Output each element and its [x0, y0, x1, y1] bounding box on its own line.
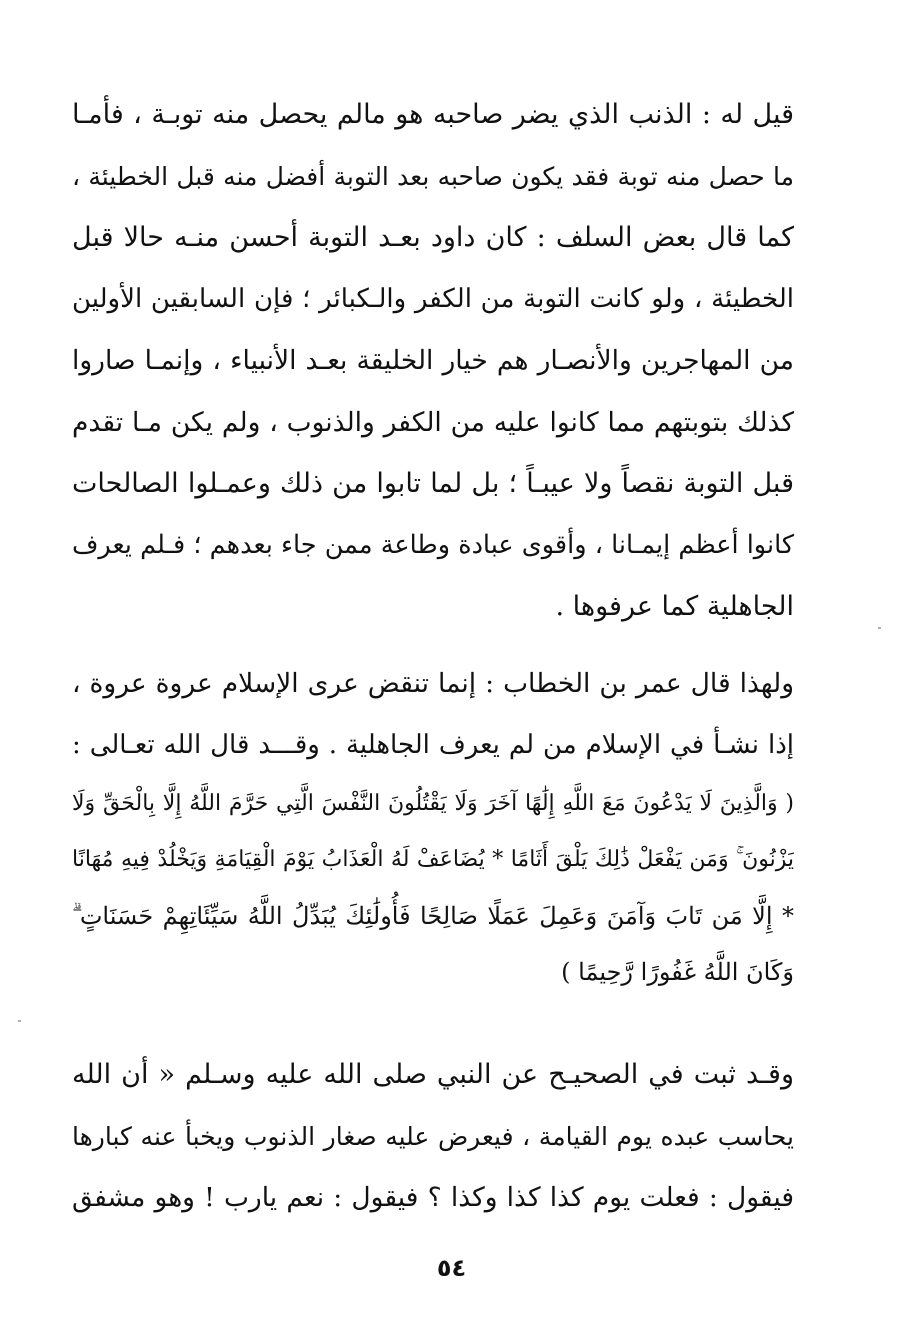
paragraph-umar-quote: [72, 653, 794, 1000]
text-line: كذلك بتوبتهم مما كانوا عليه من الكفر والذنوب ، ولم يكن مـا تقدم: [72, 406, 794, 438]
text-line: قبل التوبة نقصاً ولا عيبـاً ؛ بل لما تابوا من ذلك وعمـلوا الصالحات: [72, 468, 794, 499]
text-line: كما قال بعض السلف : كان داود بعـد التوبة أحسن منـه حالا قبل: [72, 222, 794, 253]
text-line: من المهاجرين والأنصـار هم خيار الخليقة بعـد الأنبياء ، وإنمـا صاروا: [72, 345, 794, 376]
margin-speck: [18, 1020, 21, 1022]
text-line: قيل له : الذنب الذي يضر صاحبه هو مالم يحصل منه توبـة ، فأمـا: [72, 99, 794, 130]
quran-verse-line: ( وَالَّذِينَ لَا يَدْعُونَ مَعَ اللَّهِ إِلَٰهًا آخَرَ وَلَا يَقْتُلُونَ النَّفْسَ الَّتِي حَرَّمَ اللَّهُ إِلَّا بِالْحَقِّ وَلَا: [72, 791, 794, 816]
text-line: الجاهلية كما عرفوها .: [555, 591, 794, 622]
text-line: ولهذا قال عمر بن الخطاب : إنما تنقض عرى الإسلام عروة عروة ،: [72, 668, 794, 699]
page-number: ٥٤: [436, 1254, 467, 1282]
text-line: كانوا أعظم إيمـانا ، وأقوى عبادة وطاعة ممن جاء بعدهم ؛ فـلم يعرف: [72, 529, 794, 560]
quran-verse-line: وَكَانَ اللَّهُ غَفُورًا رَّحِيمًا ): [561, 958, 794, 986]
quran-verse-line: يَزْنُونَ ۚ وَمَن يَفْعَلْ ذَٰلِكَ يَلْقَ أَثَامًا * يُضَاعَفْ لَهُ الْعَذَابُ يَوْمَ الْقِيَامَةِ وَيَخْلُدْ فِيهِ مُهَانًا: [72, 847, 794, 872]
margin-speck: [878, 627, 881, 629]
text-line: الخطيئة ، ولو كانت التوبة من الكفر والـكبائر ؛ فإن السابقين الأولين: [72, 283, 794, 314]
paragraph-repentance: [72, 84, 794, 638]
text-line: فيقول : فعلت يوم كذا كذا وكذا ؟ فيقول : نعم يارب ! وهو مشفق: [72, 1182, 794, 1213]
quran-verse-line: * إِلَّا مَن تَابَ وَآمَنَ وَعَمِلَ عَمَلًا صَالِحًا فَأُولَٰئِكَ يُبَدِّلُ اللَّهُ سَيِّئَاتِهِمْ حَسَنَاتٍ ۗ: [72, 902, 794, 930]
text-line: يحاسب عبده يوم القيامة ، فيعرض عليه صغار الذنوب ويخبأ عنه كبارها: [72, 1121, 794, 1151]
text-line: ما حصل منه توبة فقد يكون صاحبه بعد التوبة أفضل منه قبل الخطيئة ،: [72, 161, 794, 191]
paragraph-hadith: [72, 1044, 794, 1229]
text-line: وقـد ثبت في الصحيـح عن النبي صلى الله عليه وسـلم « أن الله: [72, 1059, 794, 1090]
text-line: إذا نشـأ في الإسلام من لم يعرف الجاهلية . وقـــد قال الله تعـالى :: [72, 729, 794, 760]
